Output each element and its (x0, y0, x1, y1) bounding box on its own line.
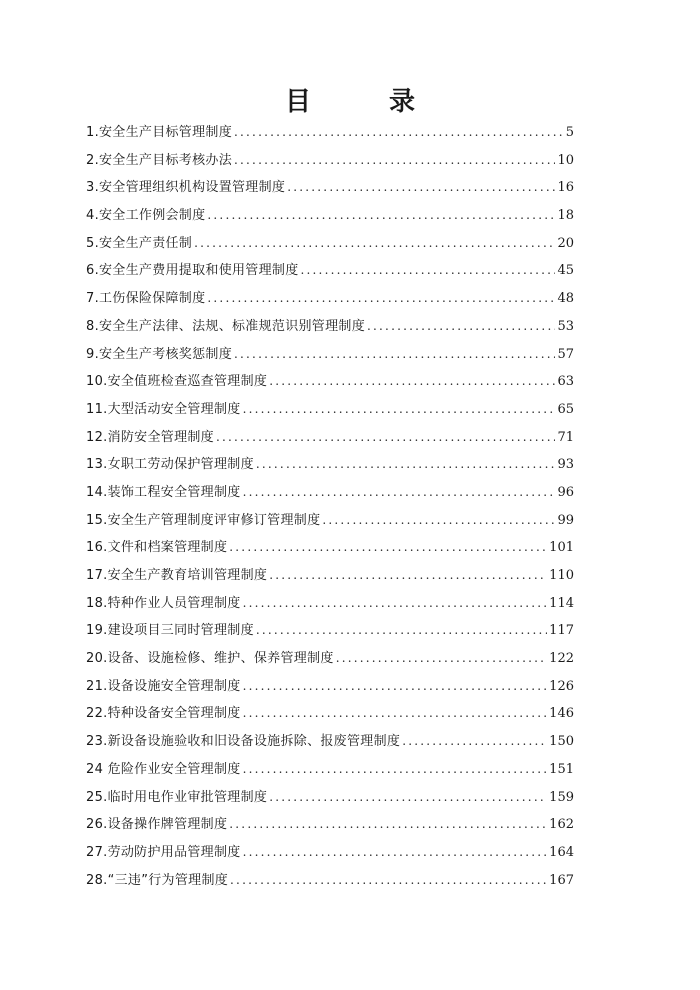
toc-dot-leader (243, 839, 548, 867)
toc-entry[interactable] (86, 424, 574, 452)
toc-entry-label: 10.安全值班检查巡查管理制度 (86, 374, 268, 390)
toc-entry-label: 22.特种设备安全管理制度 (86, 706, 241, 722)
toc-entry-page-number: 53 (557, 318, 574, 334)
toc-entry[interactable] (86, 700, 574, 728)
toc-entry-page-number: 99 (557, 512, 574, 528)
toc-entry[interactable] (86, 673, 574, 701)
toc-entry-page-number: 65 (557, 401, 574, 417)
toc-entry-page-number: 18 (557, 208, 574, 224)
toc-entry-page-number: 117 (549, 623, 574, 639)
toc-entry-page-number: 122 (549, 651, 574, 667)
toc-entry-label: 20.设备、设施检修、维护、保养管理制度 (86, 651, 334, 667)
toc-entry[interactable] (86, 867, 574, 895)
toc-entry[interactable] (86, 257, 574, 285)
toc-entry-page-number: 164 (549, 844, 574, 860)
toc-dot-leader (367, 313, 555, 341)
toc-dot-leader (269, 368, 555, 396)
toc-entry-label: 9.安全生产考核奖惩制度 (86, 346, 233, 362)
toc-entry-label: 21.设备设施安全管理制度 (86, 678, 241, 694)
toc-dot-leader (243, 673, 548, 701)
toc-entry-label: 18.特种作业人员管理制度 (86, 595, 241, 611)
page-title: 目 录 (284, 87, 441, 117)
toc-entry[interactable] (86, 451, 574, 479)
toc-entry-page-number: 48 (557, 291, 574, 307)
toc-entry-label: 23.新设备设施验收和旧设备设施拆除、报废管理制度 (86, 734, 401, 750)
toc-entry-page-number: 20 (557, 235, 574, 251)
toc-entry-label: 27.劳动防护用品管理制度 (86, 844, 241, 860)
toc-entry[interactable] (86, 590, 574, 618)
toc-dot-leader (207, 285, 555, 313)
toc-dot-leader (234, 147, 555, 175)
toc-entry-page-number: 45 (557, 263, 574, 279)
toc-entry[interactable] (86, 285, 574, 313)
toc-dot-leader (234, 341, 555, 369)
toc-entry-page-number: 110 (549, 568, 574, 583)
toc-entry[interactable] (86, 313, 574, 341)
toc-dot-leader (301, 257, 556, 285)
toc-dot-leader (234, 119, 564, 147)
toc-dot-leader (243, 700, 548, 728)
toc-entry-label: 11.大型活动安全管理制度 (86, 401, 241, 417)
toc-entry-page-number: 101 (549, 540, 574, 556)
toc-entry-label: 1.安全生产目标管理制度 (86, 125, 233, 140)
toc-dot-leader (402, 728, 547, 756)
toc-entry-label: 13.女职工劳动保护管理制度 (86, 457, 254, 473)
toc-dot-leader (194, 230, 555, 258)
toc-dot-leader (243, 479, 556, 507)
toc-entry-label: 7.工伤保险保障制度 (86, 291, 206, 307)
toc-entry[interactable] (86, 396, 574, 424)
toc-dot-leader (243, 590, 548, 618)
toc-entry-label: 19.建设项目三同时管理制度 (86, 623, 254, 639)
toc-entry[interactable] (86, 756, 574, 784)
toc-entry[interactable] (86, 811, 574, 839)
toc-dot-leader (322, 507, 555, 535)
toc-entry-page-number: 16 (557, 180, 574, 196)
toc-entry-page-number: 114 (549, 595, 574, 611)
toc-entry-label: 15.安全生产管理制度评审修订管理制度 (86, 512, 321, 528)
toc-dot-leader (216, 424, 555, 452)
toc-entry-label: 24 危险作业安全管理制度 (86, 761, 241, 777)
toc-dot-leader (207, 202, 555, 230)
toc-entry-page-number: 5 (565, 125, 574, 140)
toc-entry[interactable] (86, 119, 574, 147)
toc-entry-label: 3.安全管理组织机构设置管理制度 (86, 180, 286, 196)
toc-entry-label: 25.临时用电作业审批管理制度 (86, 789, 268, 805)
toc-entry[interactable] (86, 202, 574, 230)
toc-entry-label: 6.安全生产费用提取和使用管理制度 (86, 263, 299, 279)
toc-dot-leader (256, 617, 547, 645)
toc-entry-page-number: 96 (557, 484, 574, 500)
toc-entry[interactable] (86, 174, 574, 202)
toc-dot-leader (243, 756, 548, 784)
toc-entry-label: 5.安全生产责任制 (86, 235, 193, 251)
toc-entry-page-number: 126 (549, 678, 574, 694)
toc-entry[interactable] (86, 147, 574, 175)
toc-entry-label: 8.安全生产法律、法规、标准规范识别管理制度 (86, 318, 366, 334)
toc-entry-label: 14.装饰工程安全管理制度 (86, 484, 241, 500)
toc-entry-label: 4.安全工作例会制度 (86, 208, 206, 224)
toc-entry-page-number: 63 (557, 374, 574, 390)
toc-entry[interactable] (86, 728, 574, 756)
toc-entry-label: 17.安全生产教育培训管理制度 (86, 568, 268, 583)
toc-dot-leader (230, 867, 547, 895)
toc-dot-leader (287, 174, 555, 202)
toc-entry-page-number: 57 (557, 346, 574, 362)
toc-entry[interactable] (86, 341, 574, 369)
toc-entry-label: 16.文件和档案管理制度 (86, 540, 228, 556)
toc-entry-label: 28.“三违”行为管理制度 (86, 872, 229, 888)
toc-dot-leader (336, 645, 547, 673)
toc-entry[interactable] (86, 507, 574, 535)
toc-entry[interactable] (86, 230, 574, 258)
toc-entry[interactable] (86, 617, 574, 645)
toc-dot-leader (243, 396, 556, 424)
toc-entry-page-number: 71 (557, 429, 574, 445)
toc-entry-page-number: 167 (549, 872, 574, 888)
toc-entry-page-number: 93 (557, 457, 574, 473)
toc-entry[interactable] (86, 839, 574, 867)
toc-entry-page-number: 150 (549, 734, 574, 750)
toc-entry-page-number: 151 (549, 761, 574, 777)
toc-entry-label: 12.消防安全管理制度 (86, 429, 214, 445)
toc-entry-page-number: 162 (549, 817, 574, 833)
toc-entry-page-number: 159 (549, 789, 574, 805)
toc-dot-leader (269, 784, 547, 812)
toc-entry-page-number: 146 (549, 706, 574, 722)
toc-entry-label: 26.设备操作牌管理制度 (86, 817, 228, 833)
toc-entry-page-number: 10 (557, 152, 574, 168)
toc-entry[interactable] (86, 645, 574, 673)
table-of-contents (86, 119, 574, 894)
toc-dot-leader (229, 534, 547, 562)
toc-dot-leader (269, 562, 547, 590)
toc-dot-leader (256, 451, 556, 479)
toc-entry[interactable] (86, 368, 574, 396)
toc-entry[interactable] (86, 784, 574, 812)
toc-entry[interactable] (86, 562, 574, 590)
toc-entry-label: 2.安全生产目标考核办法 (86, 152, 233, 168)
toc-entry[interactable] (86, 479, 574, 507)
toc-dot-leader (229, 811, 547, 839)
toc-entry[interactable] (86, 534, 574, 562)
